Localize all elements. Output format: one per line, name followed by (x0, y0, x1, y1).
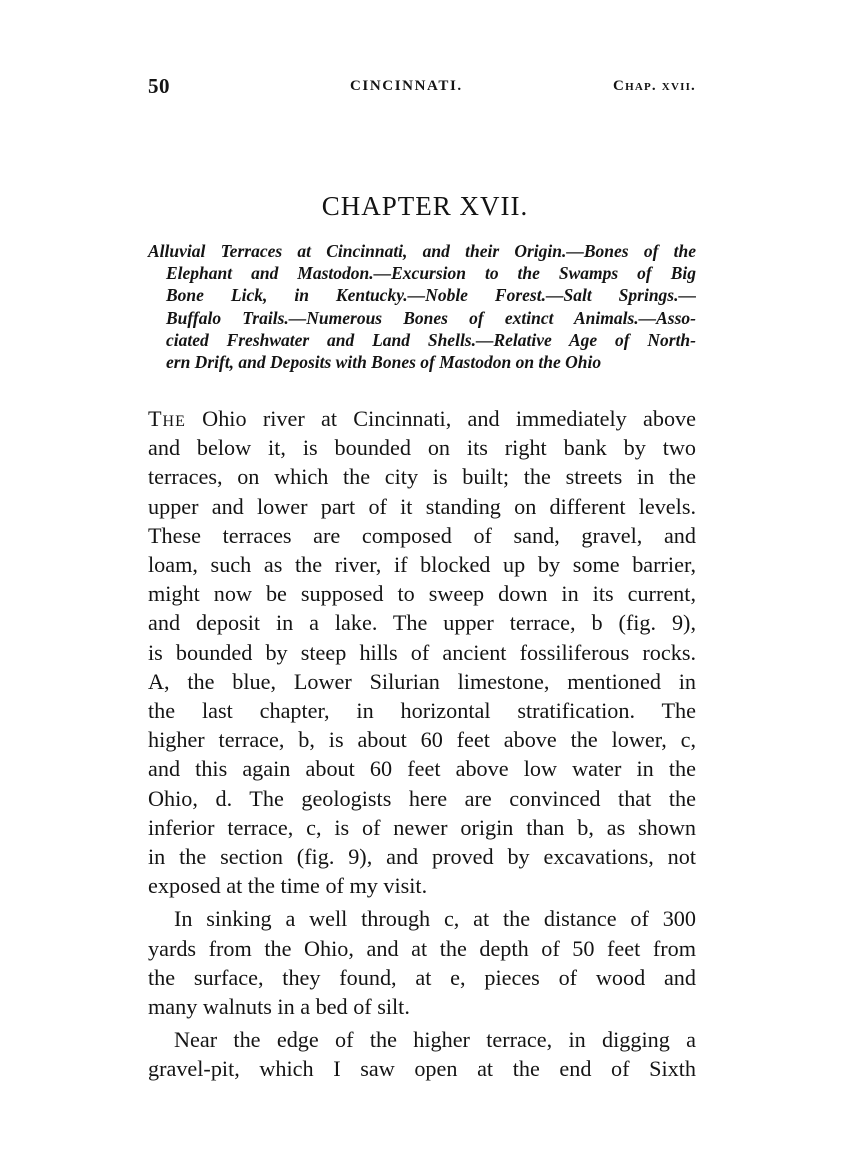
text-line: many walnuts in a bed of silt. (148, 994, 410, 1020)
text-line: and this again about 60 feet above low water in the (148, 756, 696, 782)
text-line: in the section (fig. 9), and proved by excavations, not (148, 844, 696, 870)
summary-line: Alluvial Terraces at Cincinnati, and their Origin.—Bones of the (148, 241, 696, 261)
text-line: exposed at the time of my visit. (148, 873, 428, 899)
lead-word: The (148, 406, 186, 431)
text-line: gravel-pit, which I saw open at the end of Sixth (148, 1056, 696, 1082)
text-line: and deposit in a lake. The upper terrace, b (fig. 9), (148, 610, 696, 636)
paragraph (148, 1025, 696, 1083)
running-title: CINCINNATI. (350, 78, 463, 94)
text-line: the last chapter, in horizontal stratification. The (148, 698, 696, 724)
text-line: upper and lower part of it standing on different levels. (148, 493, 696, 519)
text-line: Near the edge of the higher terrace, in digging a (174, 1027, 696, 1053)
text-line: inferior terrace, c, is of newer origin than b, as shown (148, 814, 696, 840)
chapter-summary (148, 240, 696, 373)
running-head (148, 74, 696, 102)
text-line: In sinking a well through c, at the distance of 300 (174, 906, 696, 932)
text-line: might now be supposed to sweep down in its current, (148, 581, 696, 607)
text-line: the surface, they found, at e, pieces of wood and (148, 964, 696, 990)
summary-line: Elephant and Mastodon.—Excursion to the Swamps of Big (166, 263, 696, 284)
body-text (148, 404, 696, 1084)
text-line: is bounded by steep hills of ancient fossiliferous rocks. (148, 639, 696, 665)
text-fragment: Ohio river at Cincinnati, and immediately above (185, 406, 696, 431)
text-line: higher terrace, b, is about 60 feet above the lower, c, (148, 727, 696, 753)
text-line: These terraces are composed of sand, gravel, and (148, 522, 696, 548)
summary-line: ciated Freshwater and Land Shells.—Relative Age of North- (166, 329, 696, 350)
summary-line: Buffalo Trails.—Numerous Bones of extinct Animals.—Asso- (166, 307, 696, 328)
page-number: 50 (148, 74, 170, 98)
text-line: terraces, on which the city is built; the streets in the (148, 464, 696, 490)
text-line: A, the blue, Lower Silurian limestone, mentioned in (148, 668, 696, 694)
text-line: and below it, is bounded on its right bank by two (148, 435, 696, 461)
text-line: yards from the Ohio, and at the depth of 50 feet from (148, 935, 696, 961)
text-line: Ohio, d. The geologists here are convinced that the (148, 785, 696, 811)
paragraph (148, 904, 696, 1021)
chapter-reference: Chap. xvii. (613, 78, 696, 94)
summary-line: ern Drift, and Deposits with Bones of Mastodon on the Ohio (166, 352, 602, 373)
text-line: loam, such as the river, if blocked up by some barrier, (148, 552, 696, 578)
text-line (148, 404, 696, 433)
paragraph (148, 404, 696, 900)
summary-line: Bone Lick, in Kentucky.—Noble Forest.—Salt Springs.— (166, 285, 696, 306)
chapter-heading: CHAPTER XVII. (321, 191, 529, 221)
